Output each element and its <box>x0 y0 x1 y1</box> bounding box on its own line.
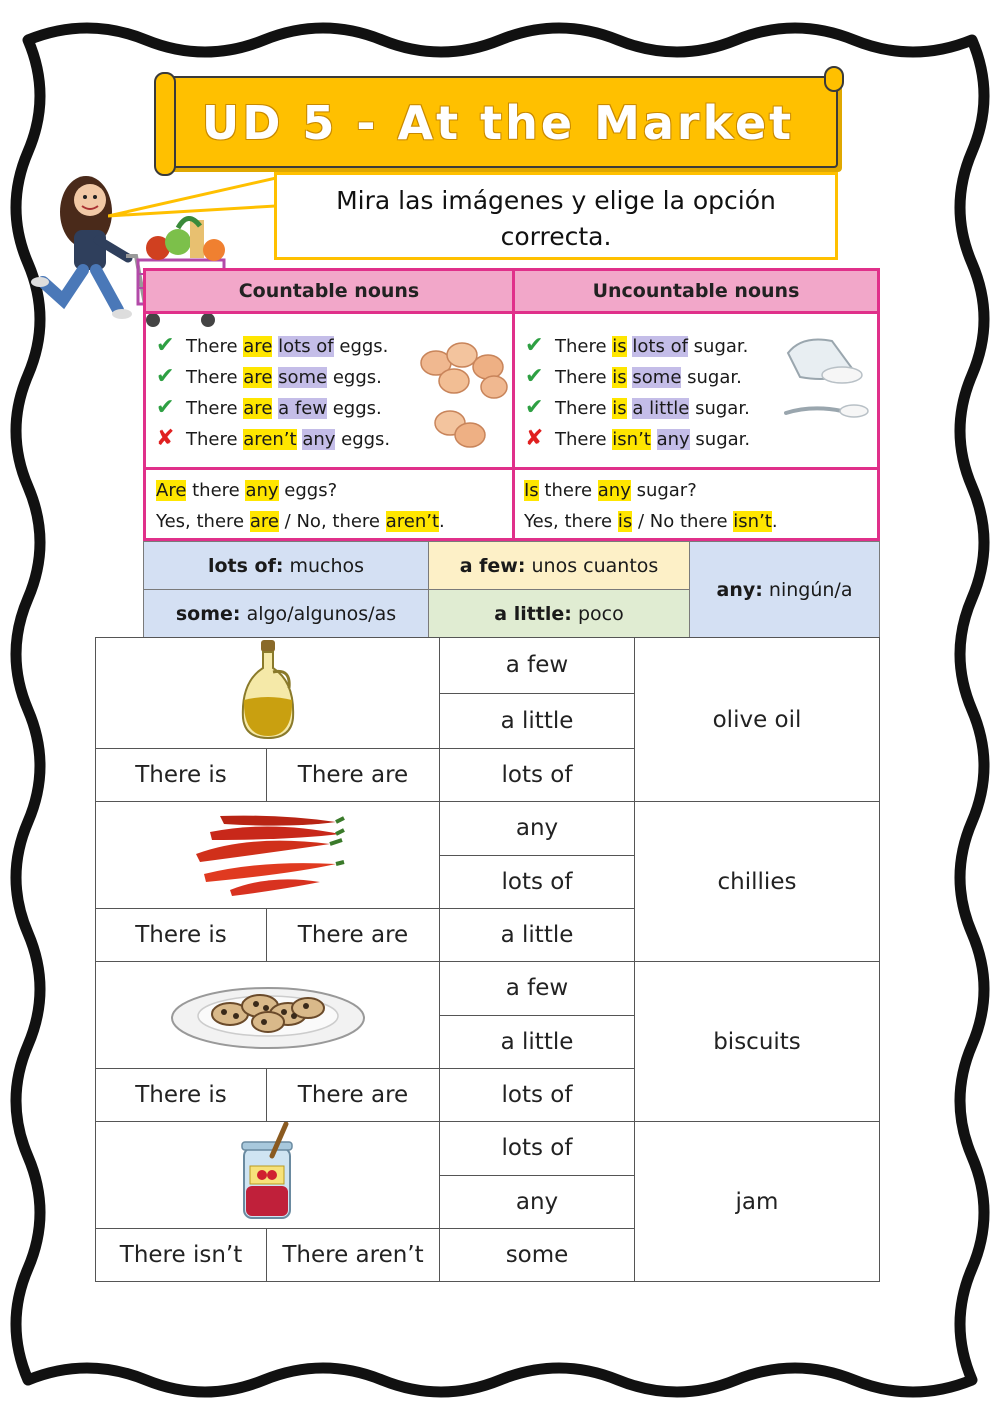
verb-option[interactable]: There are <box>267 1069 440 1122</box>
uncountable-line: ✔ There is a little sugar. <box>525 392 750 423</box>
banner-curl-right <box>824 66 844 92</box>
countable-examples <box>156 330 390 454</box>
instruction-box: Mira las imágenes y elige la opción correcta. <box>274 172 838 260</box>
verb-option[interactable]: There is <box>96 749 267 802</box>
uncountable-line: ✘ There isn’t any sugar. <box>525 423 750 454</box>
vocab-some: some: algo/algunos/as <box>144 590 429 638</box>
countable-line: ✔ There are lots of eggs. <box>156 330 390 361</box>
grammar-divider-top <box>146 311 877 314</box>
page-title: UD 5 - At the Market <box>201 96 795 150</box>
exercise-table <box>95 637 880 1282</box>
sugar-bag-icon <box>782 331 872 431</box>
check-icon: ✔ <box>156 395 175 420</box>
verb-option[interactable]: There is <box>96 1069 267 1122</box>
picture-cell <box>96 802 440 909</box>
countable-line: ✔ There are a few eggs. <box>156 392 390 423</box>
jam-jar-icon <box>238 1122 298 1222</box>
picture-cell <box>96 1122 440 1229</box>
vocab-lots-of: lots of: muchos <box>144 542 429 590</box>
vocabulary-table <box>143 541 880 638</box>
picture-cell <box>96 638 440 749</box>
quantity-option[interactable]: any <box>440 1175 635 1229</box>
grammar-divider-middle <box>146 467 877 470</box>
eggs-icon <box>414 337 510 453</box>
vocab-a-little: a little: poco <box>429 590 690 638</box>
verb-option[interactable]: There is <box>96 909 267 962</box>
quantity-option[interactable]: a little <box>440 693 635 749</box>
chillies-icon <box>190 804 346 900</box>
verb-option[interactable]: There isn’t <box>96 1229 267 1282</box>
title-banner <box>158 76 838 168</box>
quantity-option[interactable]: lots of <box>440 749 635 802</box>
cross-icon: ✘ <box>525 426 544 451</box>
check-icon: ✔ <box>525 333 544 358</box>
cross-icon: ✘ <box>156 426 175 451</box>
uncountable-examples <box>525 330 750 454</box>
countable-line: ✔ There are some eggs. <box>156 361 390 392</box>
quantity-option[interactable]: any <box>440 802 635 856</box>
verb-option[interactable]: There are <box>267 749 440 802</box>
vocab-any: any: ningún/a <box>690 542 880 638</box>
speech-pointer <box>108 172 278 232</box>
oil-bottle-icon <box>233 638 303 742</box>
quantity-option[interactable]: a little <box>440 1015 635 1069</box>
item-label: chillies <box>635 802 880 962</box>
quantity-option[interactable]: a little <box>440 909 635 962</box>
grammar-box <box>143 268 880 541</box>
countable-header: Countable nouns <box>146 271 512 311</box>
quantity-option[interactable]: lots of <box>440 1122 635 1176</box>
item-label: jam <box>635 1122 880 1282</box>
check-icon: ✔ <box>156 364 175 389</box>
picture-cell <box>96 962 440 1069</box>
uncountable-line: ✔ There is some sugar. <box>525 361 750 392</box>
uncountable-question: Is there any sugar? Yes, there is / No there isn’t. <box>524 480 778 532</box>
quantity-option[interactable]: lots of <box>440 855 635 909</box>
quantity-option[interactable]: a few <box>440 638 635 694</box>
verb-option[interactable]: There are <box>267 909 440 962</box>
countable-line: ✘ There aren’t any eggs. <box>156 423 390 454</box>
check-icon: ✔ <box>156 333 175 358</box>
uncountable-header: Uncountable nouns <box>515 271 877 311</box>
vocab-a-few: a few: unos cuantos <box>429 542 690 590</box>
quantity-option[interactable]: lots of <box>440 1069 635 1122</box>
item-label: olive oil <box>635 638 880 802</box>
check-icon: ✔ <box>525 364 544 389</box>
item-label: biscuits <box>635 962 880 1122</box>
countable-question: Are there any eggs? Yes, there are / No, there aren’t. <box>156 480 445 532</box>
quantity-option[interactable]: a few <box>440 962 635 1016</box>
uncountable-line: ✔ There is lots of sugar. <box>525 330 750 361</box>
quantity-option[interactable]: some <box>440 1229 635 1282</box>
biscuits-plate-icon <box>168 972 368 1052</box>
check-icon: ✔ <box>525 395 544 420</box>
verb-option[interactable]: There aren’t <box>267 1229 440 1282</box>
